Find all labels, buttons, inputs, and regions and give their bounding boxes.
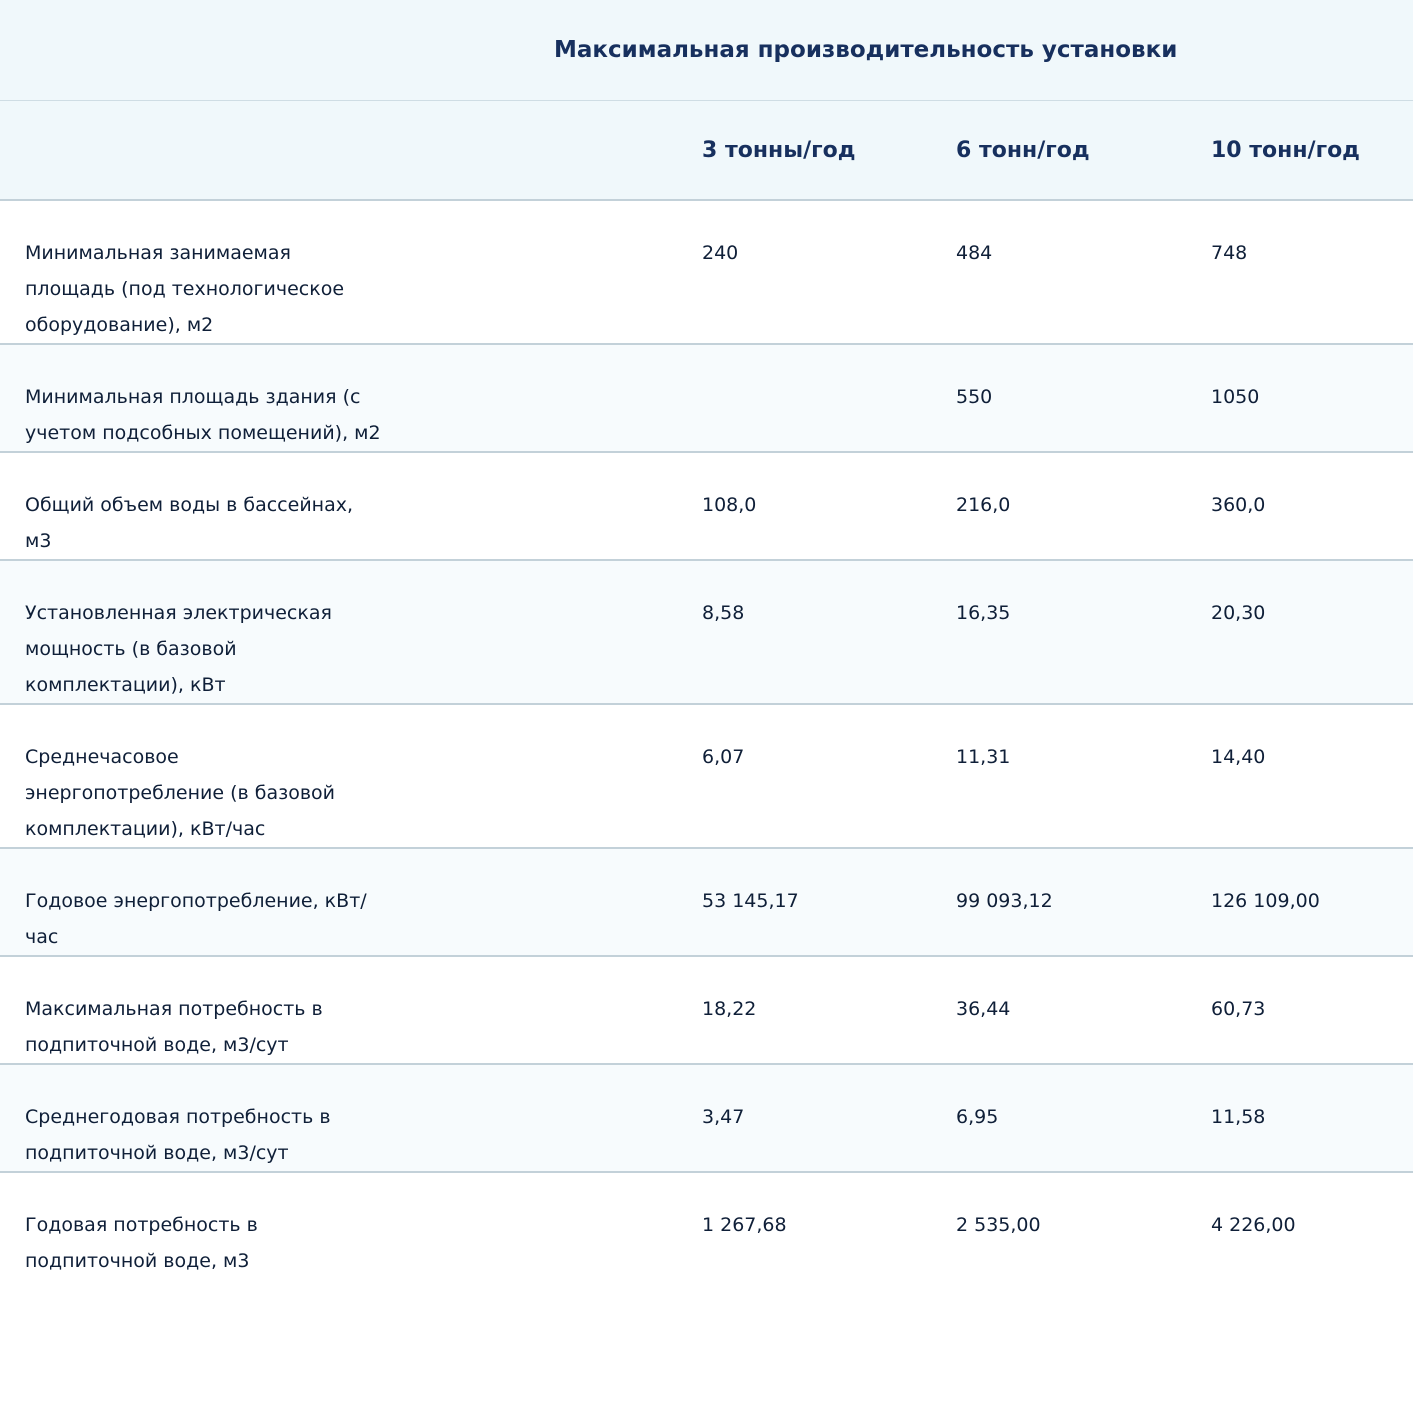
column-header-3t: 3 тонны/год xyxy=(702,101,956,201)
column-header-10t: 10 тонн/год xyxy=(1211,101,1413,201)
cell-value-6t: 11,31 xyxy=(956,704,1211,848)
table-row xyxy=(0,704,1413,848)
cell-value-6t: 216,0 xyxy=(956,452,1211,560)
cell-value-6t: 99 093,12 xyxy=(956,848,1211,956)
cell-value-10t: 14,40 xyxy=(1211,704,1413,848)
column-header-empty xyxy=(0,101,702,201)
table-row xyxy=(0,200,1413,344)
table-row xyxy=(0,452,1413,560)
cell-value-6t: 16,35 xyxy=(956,560,1211,704)
row-label: Годовая потребность в подпиточной воде, м3 xyxy=(0,1172,702,1279)
cell-value-10t: 4 226,00 xyxy=(1211,1172,1413,1279)
cell-value-3t xyxy=(702,344,956,452)
table-row xyxy=(0,1064,1413,1172)
cell-value-3t: 18,22 xyxy=(702,956,956,1064)
cell-value-10t: 60,73 xyxy=(1211,956,1413,1064)
cell-value-3t: 8,58 xyxy=(702,560,956,704)
table-row xyxy=(0,344,1413,452)
row-label: Среднегодовая потребность в подпиточной воде, м3/сут xyxy=(0,1064,702,1172)
cell-value-3t: 3,47 xyxy=(702,1064,956,1172)
cell-value-3t: 108,0 xyxy=(702,452,956,560)
table-row xyxy=(0,1172,1413,1279)
cell-value-10t: 126 109,00 xyxy=(1211,848,1413,956)
cell-value-3t: 240 xyxy=(702,200,956,344)
column-header-row xyxy=(0,101,1413,201)
row-label: Установленная электрическая мощность (в базовой комплектации), кВт xyxy=(0,560,702,704)
row-label: Общий объем воды в бассейнах, м3 xyxy=(0,452,702,560)
row-label: Максимальная потребность в подпиточной воде, м3/сут xyxy=(0,956,702,1064)
row-label: Минимальная занимаемая площадь (под технологическое оборудование), м2 xyxy=(0,200,702,344)
cell-value-6t: 550 xyxy=(956,344,1211,452)
cell-value-6t: 2 535,00 xyxy=(956,1172,1211,1279)
table-row xyxy=(0,956,1413,1064)
cell-value-10t: 360,0 xyxy=(1211,452,1413,560)
cell-value-6t: 36,44 xyxy=(956,956,1211,1064)
table-row xyxy=(0,848,1413,956)
cell-value-10t: 20,30 xyxy=(1211,560,1413,704)
row-label: Минимальная площадь здания (с учетом подсобных помещений), м2 xyxy=(0,344,702,452)
cell-value-3t: 53 145,17 xyxy=(702,848,956,956)
cell-value-6t: 6,95 xyxy=(956,1064,1211,1172)
row-label: Среднечасовое энергопотребление (в базовой комплектации), кВт/час xyxy=(0,704,702,848)
cell-value-3t: 1 267,68 xyxy=(702,1172,956,1279)
table-row xyxy=(0,560,1413,704)
table-title: Максимальная производительность установки xyxy=(554,37,1178,63)
row-label: Годовое энергопотребление, кВт/час xyxy=(0,848,702,956)
column-header-6t: 6 тонн/год xyxy=(956,101,1211,201)
cell-value-10t: 11,58 xyxy=(1211,1064,1413,1172)
cell-value-3t: 6,07 xyxy=(702,704,956,848)
cell-value-10t: 1050 xyxy=(1211,344,1413,452)
cell-value-10t: 748 xyxy=(1211,200,1413,344)
table-title-row xyxy=(0,0,1413,101)
table-title-cell xyxy=(0,0,1413,101)
cell-value-6t: 484 xyxy=(956,200,1211,344)
